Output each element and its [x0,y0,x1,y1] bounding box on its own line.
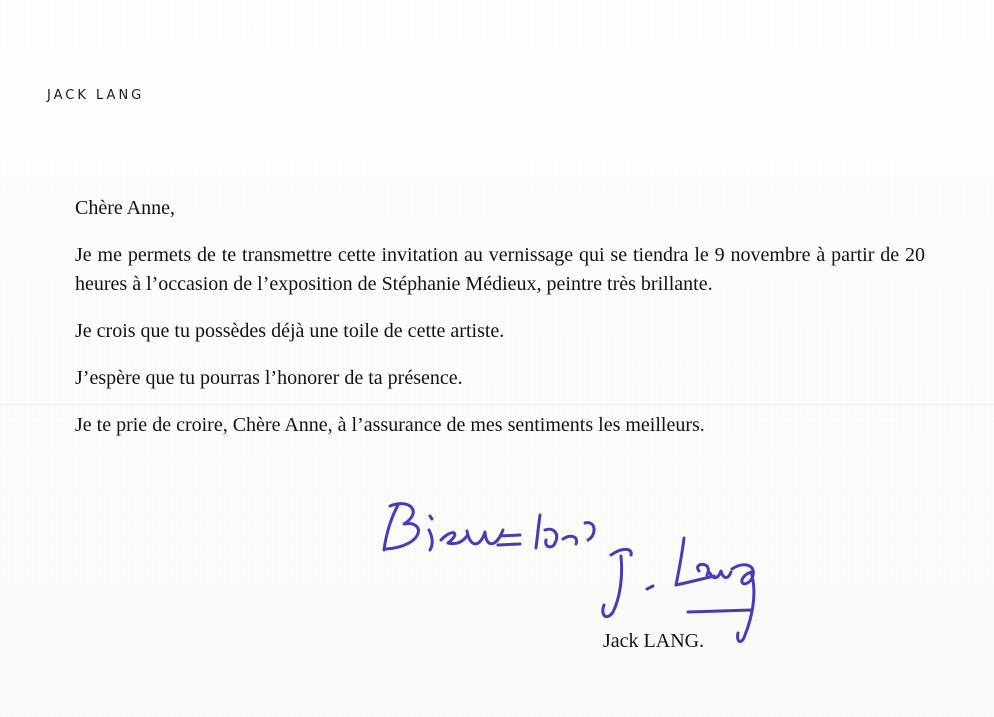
letterhead: JACK LANG [47,88,145,103]
handwritten-note-drawing [384,504,594,550]
paragraph-artist: Je crois que tu possèdes déjà une toile de cette artiste. [75,320,505,342]
signed-name: Jack LANG. [603,630,705,652]
signature-drawing [603,538,754,642]
paragraph-closing: Je te prie de croire, Chère Anne, à l’assurance de mes sentiments les meilleurs. [75,414,705,436]
salutation: Chère Anne, [75,197,175,219]
letter-body [75,194,925,458]
paragraph-presence: J’espère que tu pourras l’honorer de ta présence. [75,367,463,389]
paragraph-invitation: Je me permets de te transmettre cette invitation au vernissage qui se tiendra le 9 novembre à partir de 20 heures à l’occasion de l’exposition de Stéphanie Médieux, peintre très brillante. [75,244,925,295]
